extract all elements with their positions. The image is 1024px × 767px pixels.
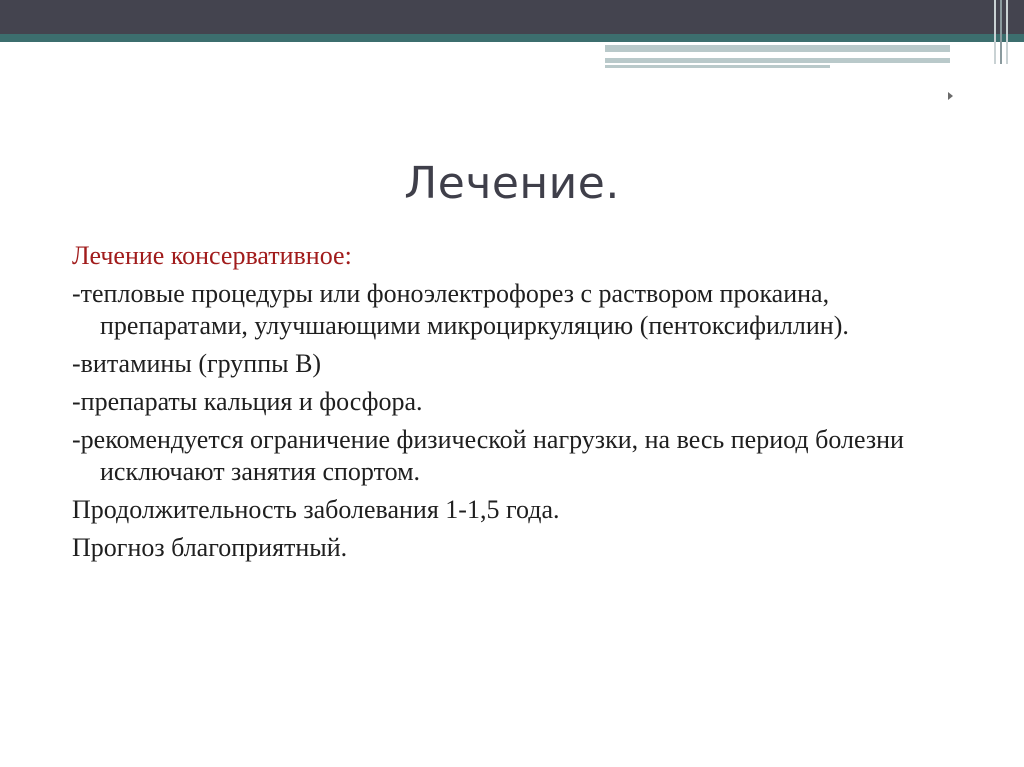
list-item: -препараты кальция и фосфора.: [72, 387, 423, 416]
header-light-bar: [605, 45, 950, 52]
header-light-bar-3: [605, 65, 830, 68]
slide-title: Лечение.: [404, 158, 620, 209]
subheading: Лечение консервативное:: [72, 241, 352, 270]
slide-body: [72, 240, 952, 570]
stripe: [1006, 0, 1008, 64]
header-light-bar-2: [605, 58, 950, 63]
list-item: -витамины (группы В): [72, 349, 322, 378]
prognosis-text: Прогноз благоприятный.: [72, 533, 348, 562]
list-item: -тепловые процедуры или фоноэлектрофорез с раствором прокаина, препаратами, улучшающими микроциркуляцию (пентоксифиллин).: [72, 279, 849, 340]
header-dark-bar: [0, 0, 1024, 34]
list-item: -рекомендуется ограничение физической нагрузки, на весь период болезни исключают занятия спортом.: [72, 425, 904, 486]
header-teal-bar: [0, 34, 1024, 42]
stripe: [1000, 0, 1002, 64]
triangle-bullet-icon: [948, 92, 953, 100]
duration-text: Продолжительность заболевания 1-1,5 года.: [72, 495, 560, 524]
stripe: [994, 0, 996, 64]
header-right-stripes: [994, 0, 1014, 64]
